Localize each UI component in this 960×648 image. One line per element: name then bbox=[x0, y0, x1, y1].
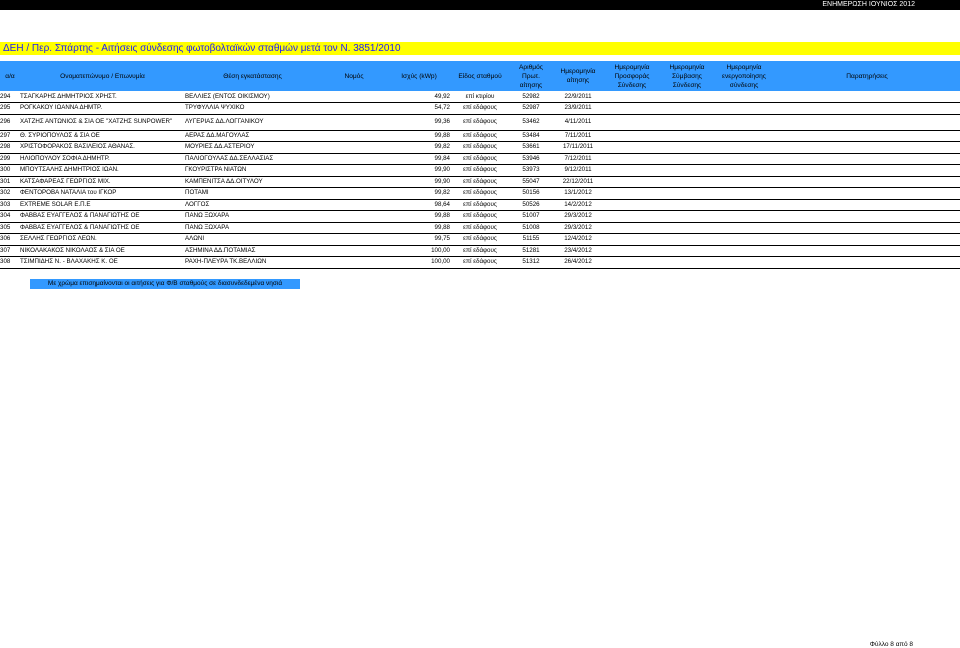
cell-location: ΑΛΩΝΙ bbox=[185, 234, 320, 246]
cell-location: ΤΡΥΦΥΛΛΙΑ ΨΥΧΙΚΟ bbox=[185, 103, 320, 115]
applications-table bbox=[0, 61, 960, 269]
header-date-activation: Ημερομηνία ενεργοποίησης σύνδεσης bbox=[714, 61, 774, 91]
cell-name: ΤΣΑΓΚΑΡΗΣ ΔΗΜΗΤΡΙΟΣ ΧΡΗΣΤ. bbox=[20, 91, 185, 103]
cell-protocol: 52982 bbox=[510, 91, 552, 103]
cell-empty bbox=[714, 130, 774, 142]
cell-empty bbox=[604, 142, 660, 154]
cell-kind: επί εδάφους bbox=[450, 234, 510, 246]
cell-location: ΠΑΝΩ ΞΩΧΑΡΑ bbox=[185, 211, 320, 223]
cell-aa: 302 bbox=[0, 188, 20, 200]
cell-date: 9/12/2011 bbox=[552, 165, 604, 177]
color-legend: Με χρώμα επισημαίνονται οι αιτήσεις για Φ/Β σταθμούς σε διασυνδεδεμένα νησιά bbox=[30, 279, 300, 289]
table-row bbox=[0, 130, 960, 142]
cell-protocol: 51312 bbox=[510, 257, 552, 269]
cell-protocol: 50526 bbox=[510, 199, 552, 211]
cell-date: 29/3/2012 bbox=[552, 222, 604, 234]
cell-name: EXTREME SOLAR Ε.Π.Ε bbox=[20, 199, 185, 211]
cell-power: 98,64 bbox=[388, 199, 450, 211]
cell-date: 23/4/2012 bbox=[552, 245, 604, 257]
cell-empty bbox=[660, 130, 714, 142]
table-row bbox=[0, 91, 960, 103]
cell-empty bbox=[604, 103, 660, 115]
cell-empty bbox=[774, 211, 960, 223]
table-row bbox=[0, 245, 960, 257]
cell-name: ΝΙΚΟΛΑΚΑΚΟΣ ΝΙΚΟΛΑΟΣ & ΣΙΑ ΟΕ bbox=[20, 245, 185, 257]
cell-name: ΦΕΝΤΟΡΟΒΑ ΝΑΤΑΛΙΑ του ΙΓΚΟΡ bbox=[20, 188, 185, 200]
cell-date: 4/11/2011 bbox=[552, 114, 604, 130]
cell-aa: 301 bbox=[0, 176, 20, 188]
cell-aa: 298 bbox=[0, 142, 20, 154]
header-remarks: Παρατηρήσεις bbox=[774, 61, 960, 91]
table-row bbox=[0, 222, 960, 234]
cell-aa: 294 bbox=[0, 91, 20, 103]
cell-empty bbox=[604, 130, 660, 142]
cell-protocol: 53462 bbox=[510, 114, 552, 130]
cell-power: 99,90 bbox=[388, 176, 450, 188]
cell-aa: 300 bbox=[0, 165, 20, 177]
cell-empty bbox=[660, 176, 714, 188]
cell-aa: 296 bbox=[0, 114, 20, 130]
cell-empty bbox=[774, 153, 960, 165]
cell-empty bbox=[714, 188, 774, 200]
cell-empty bbox=[320, 211, 388, 223]
cell-power: 99,90 bbox=[388, 165, 450, 177]
cell-power: 99,75 bbox=[388, 234, 450, 246]
cell-power: 99,82 bbox=[388, 188, 450, 200]
cell-empty bbox=[320, 199, 388, 211]
cell-aa: 304 bbox=[0, 211, 20, 223]
cell-location: ΜΟΥΡΙΕΣ ΔΔ.ΑΣΤΕΡΙΟΥ bbox=[185, 142, 320, 154]
cell-empty bbox=[774, 222, 960, 234]
title-bar bbox=[0, 42, 960, 55]
cell-aa: 295 bbox=[0, 103, 20, 115]
cell-empty bbox=[774, 199, 960, 211]
cell-empty bbox=[714, 176, 774, 188]
header-power: Ισχύς (kWp) bbox=[388, 61, 450, 91]
cell-protocol: 51007 bbox=[510, 211, 552, 223]
cell-location: ΑΕΡΑΣ ΔΔ.ΜΑΓΟΥΛΑΣ bbox=[185, 130, 320, 142]
cell-protocol: 55047 bbox=[510, 176, 552, 188]
cell-protocol: 53973 bbox=[510, 165, 552, 177]
cell-location: ΚΑΜΠΕΝΙΤΣΑ ΔΔ.ΟΙΤΥΛΟΥ bbox=[185, 176, 320, 188]
cell-empty bbox=[320, 91, 388, 103]
cell-protocol: 53484 bbox=[510, 130, 552, 142]
cell-empty bbox=[604, 257, 660, 269]
cell-date: 7/11/2011 bbox=[552, 130, 604, 142]
cell-name: ΜΠΟΥΤΣΑΛΗΣ ΔΗΜΗΤΡΙΟΣ ΙΩΑΝ. bbox=[20, 165, 185, 177]
cell-name: Θ. ΣΥΡΙΟΠΟΥΛΟΣ & ΣΙΑ ΟΕ bbox=[20, 130, 185, 142]
cell-name: ΣΕΛΛΗΣ ΓΕΩΡΓΙΟΣ ΛΕΩΝ. bbox=[20, 234, 185, 246]
cell-power: 99,82 bbox=[388, 142, 450, 154]
cell-empty bbox=[774, 114, 960, 130]
cell-date: 14/2/2012 bbox=[552, 199, 604, 211]
cell-power: 49,92 bbox=[388, 91, 450, 103]
cell-empty bbox=[714, 245, 774, 257]
cell-empty bbox=[604, 199, 660, 211]
cell-empty bbox=[714, 165, 774, 177]
cell-location: ΒΕΛΛΙΕΣ (ΕΝΤΟΣ ΟΙΚΙΣΜΟΥ) bbox=[185, 91, 320, 103]
cell-kind: επί εδάφους bbox=[450, 142, 510, 154]
cell-empty bbox=[604, 234, 660, 246]
cell-empty bbox=[604, 222, 660, 234]
cell-empty bbox=[320, 176, 388, 188]
cell-empty bbox=[714, 142, 774, 154]
cell-name: ΦΑΒΒΑΣ ΕΥΑΓΓΕΛΟΣ & ΠΑΝΑΓΙΩΤΗΣ ΟΕ bbox=[20, 222, 185, 234]
cell-kind: επί εδάφους bbox=[450, 176, 510, 188]
cell-name: ΚΑΤΣΑΦΑΡΕΑΣ ΓΕΩΡΓΙΟΣ ΜΙΧ. bbox=[20, 176, 185, 188]
cell-power: 99,36 bbox=[388, 114, 450, 130]
table-row bbox=[0, 199, 960, 211]
cell-kind: επί εδάφους bbox=[450, 103, 510, 115]
cell-empty bbox=[660, 114, 714, 130]
cell-date: 17/11/2011 bbox=[552, 142, 604, 154]
header-kind: Είδος σταθμού bbox=[450, 61, 510, 91]
cell-location: ΛΥΓΕΡΙΑΣ ΔΔ.ΛΟΓΓΑΝΙΚΟΥ bbox=[185, 114, 320, 130]
cell-empty bbox=[774, 165, 960, 177]
cell-location: ΓΚΟΥΡΙΣΤΡΑ ΝΙΑΤΩΝ bbox=[185, 165, 320, 177]
cell-empty bbox=[774, 91, 960, 103]
cell-empty bbox=[320, 188, 388, 200]
cell-name: ΦΑΒΒΑΣ ΕΥΑΓΓΕΛΟΣ & ΠΑΝΑΓΙΩΤΗΣ ΟΕ bbox=[20, 211, 185, 223]
cell-aa: 305 bbox=[0, 222, 20, 234]
cell-empty bbox=[714, 199, 774, 211]
cell-empty bbox=[774, 188, 960, 200]
cell-empty bbox=[320, 103, 388, 115]
table-row bbox=[0, 142, 960, 154]
table-header-row bbox=[0, 61, 960, 91]
cell-date: 29/3/2012 bbox=[552, 211, 604, 223]
cell-kind: επί εδάφους bbox=[450, 257, 510, 269]
cell-empty bbox=[320, 222, 388, 234]
cell-empty bbox=[320, 142, 388, 154]
cell-empty bbox=[320, 165, 388, 177]
cell-empty bbox=[604, 114, 660, 130]
cell-location: ΠΑΝΩ ΞΩΧΑΡΑ bbox=[185, 222, 320, 234]
cell-empty bbox=[604, 245, 660, 257]
cell-empty bbox=[604, 165, 660, 177]
header-location: Θέση εγκατάστασης bbox=[185, 61, 320, 91]
table-row bbox=[0, 165, 960, 177]
cell-kind: επί εδάφους bbox=[450, 222, 510, 234]
header-date-offer: Ημερομηνία Προσφοράς Σύνδεσης bbox=[604, 61, 660, 91]
cell-aa: 297 bbox=[0, 130, 20, 142]
cell-empty bbox=[660, 245, 714, 257]
table-row bbox=[0, 176, 960, 188]
cell-protocol: 51281 bbox=[510, 245, 552, 257]
cell-empty bbox=[774, 257, 960, 269]
cell-kind: επί εδάφους bbox=[450, 165, 510, 177]
cell-aa: 308 bbox=[0, 257, 20, 269]
page-title: ΔΕΗ / Περ. Σπάρτης - Αιτήσεις σύνδεσης φωτοβολταϊκών σταθμών μετά τον Ν. 3851/2010 bbox=[3, 43, 401, 54]
cell-kind: επί εδάφους bbox=[450, 114, 510, 130]
cell-protocol: 53946 bbox=[510, 153, 552, 165]
cell-kind: επί εδάφους bbox=[450, 130, 510, 142]
cell-aa: 303 bbox=[0, 199, 20, 211]
cell-empty bbox=[604, 153, 660, 165]
table-row bbox=[0, 188, 960, 200]
cell-empty bbox=[714, 91, 774, 103]
table-row bbox=[0, 114, 960, 130]
cell-date: 22/12/2011 bbox=[552, 176, 604, 188]
cell-empty bbox=[774, 176, 960, 188]
cell-empty bbox=[714, 222, 774, 234]
cell-empty bbox=[774, 103, 960, 115]
cell-date: 23/9/2011 bbox=[552, 103, 604, 115]
cell-power: 99,84 bbox=[388, 153, 450, 165]
cell-location: ΑΣΗΜΙΝΑ ΔΔ.ΠΟΤΑΜΙΑΣ bbox=[185, 245, 320, 257]
cell-empty bbox=[604, 211, 660, 223]
cell-empty bbox=[714, 234, 774, 246]
cell-power: 99,88 bbox=[388, 130, 450, 142]
cell-protocol: 50156 bbox=[510, 188, 552, 200]
cell-protocol: 51008 bbox=[510, 222, 552, 234]
cell-date: 7/12/2011 bbox=[552, 153, 604, 165]
cell-aa: 307 bbox=[0, 245, 20, 257]
cell-empty bbox=[660, 165, 714, 177]
cell-empty bbox=[774, 245, 960, 257]
cell-empty bbox=[320, 234, 388, 246]
cell-kind: επί εδάφους bbox=[450, 199, 510, 211]
cell-location: ΡΑΧΗ-ΠΛΕΥΡΑ ΤΚ.ΒΕΛΛΙΩΝ bbox=[185, 257, 320, 269]
cell-kind: επί εδάφους bbox=[450, 211, 510, 223]
header-date-contract: Ημερομηνία Σύμβασης Σύνδεσης bbox=[660, 61, 714, 91]
cell-power: 99,88 bbox=[388, 211, 450, 223]
header-name: Ονοματεπώνυμο / Επωνυμία bbox=[20, 61, 185, 91]
cell-empty bbox=[320, 257, 388, 269]
top-banner bbox=[0, 0, 960, 10]
cell-name: ΧΡΙΣΤΟΦΟΡΑΚΟΣ ΒΑΣΙΛΕΙΟΣ ΑΘΑΝΑΣ. bbox=[20, 142, 185, 154]
cell-empty bbox=[714, 114, 774, 130]
cell-empty bbox=[660, 103, 714, 115]
cell-power: 100,00 bbox=[388, 245, 450, 257]
cell-name: ΗΛΙΟΠΟΥΛΟΥ ΣΟΦΙΑ ΔΗΜΗΤΡ. bbox=[20, 153, 185, 165]
cell-aa: 299 bbox=[0, 153, 20, 165]
cell-kind: επί εδάφους bbox=[450, 153, 510, 165]
cell-power: 54,72 bbox=[388, 103, 450, 115]
cell-empty bbox=[660, 234, 714, 246]
page-footer: Φύλλο 8 από 8 bbox=[869, 641, 913, 648]
update-banner-text: ΕΝΗΜΕΡΩΣΗ ΙΟΥΝΙΟΣ 2012 bbox=[822, 1, 915, 8]
header-date-request: Ημερομηνία αίτησης bbox=[552, 61, 604, 91]
cell-empty bbox=[660, 199, 714, 211]
table-row bbox=[0, 103, 960, 115]
cell-empty bbox=[604, 176, 660, 188]
cell-empty bbox=[320, 130, 388, 142]
cell-empty bbox=[714, 257, 774, 269]
table-row bbox=[0, 211, 960, 223]
cell-empty bbox=[660, 91, 714, 103]
cell-empty bbox=[660, 257, 714, 269]
cell-empty bbox=[714, 153, 774, 165]
cell-empty bbox=[660, 142, 714, 154]
cell-empty bbox=[320, 245, 388, 257]
cell-empty bbox=[660, 222, 714, 234]
table-row bbox=[0, 257, 960, 269]
cell-empty bbox=[660, 153, 714, 165]
cell-kind: επί εδάφους bbox=[450, 245, 510, 257]
cell-name: ΤΣΙΜΠΙΔΗΣ Ν. - ΒΛΑΧΑΚΗΣ Κ. ΟΕ bbox=[20, 257, 185, 269]
cell-protocol: 51155 bbox=[510, 234, 552, 246]
cell-empty bbox=[660, 211, 714, 223]
cell-empty bbox=[604, 91, 660, 103]
cell-location: ΠΟΤΑΜΙ bbox=[185, 188, 320, 200]
cell-date: 13/1/2012 bbox=[552, 188, 604, 200]
cell-power: 100,00 bbox=[388, 257, 450, 269]
cell-date: 12/4/2012 bbox=[552, 234, 604, 246]
header-protocol: Αριθμός Πρωτ. αίτησης bbox=[510, 61, 552, 91]
cell-name: ΡΟΓΚΑΚΟΥ ΙΩΑΝΝΑ ΔΗΜΤΡ. bbox=[20, 103, 185, 115]
cell-kind: επί κτιρίου bbox=[450, 91, 510, 103]
table-row bbox=[0, 153, 960, 165]
cell-empty bbox=[660, 188, 714, 200]
cell-empty bbox=[714, 103, 774, 115]
cell-empty bbox=[320, 153, 388, 165]
cell-location: ΠΑΛΙΟΓΟΥΛΑΣ ΔΔ.ΣΕΛΛΑΣΙΑΣ bbox=[185, 153, 320, 165]
cell-location: ΛΟΓΓΟΣ bbox=[185, 199, 320, 211]
table-row bbox=[0, 234, 960, 246]
cell-name: ΧΑΤΖΗΣ ΑΝΤΩΝΙΟΣ & ΣΙΑ ΟΕ "ΧΑΤΖΗΣ SUNPOWER" bbox=[20, 114, 185, 130]
cell-empty bbox=[774, 234, 960, 246]
header-aa: α/α bbox=[0, 61, 20, 91]
cell-empty bbox=[714, 211, 774, 223]
cell-empty bbox=[604, 188, 660, 200]
cell-protocol: 52987 bbox=[510, 103, 552, 115]
header-prefecture: Νομός bbox=[320, 61, 388, 91]
cell-empty bbox=[774, 142, 960, 154]
cell-aa: 306 bbox=[0, 234, 20, 246]
cell-empty bbox=[320, 114, 388, 130]
cell-kind: επί εδάφους bbox=[450, 188, 510, 200]
cell-power: 99,88 bbox=[388, 222, 450, 234]
cell-date: 26/4/2012 bbox=[552, 257, 604, 269]
cell-empty bbox=[774, 130, 960, 142]
cell-protocol: 53661 bbox=[510, 142, 552, 154]
cell-date: 22/9/2011 bbox=[552, 91, 604, 103]
